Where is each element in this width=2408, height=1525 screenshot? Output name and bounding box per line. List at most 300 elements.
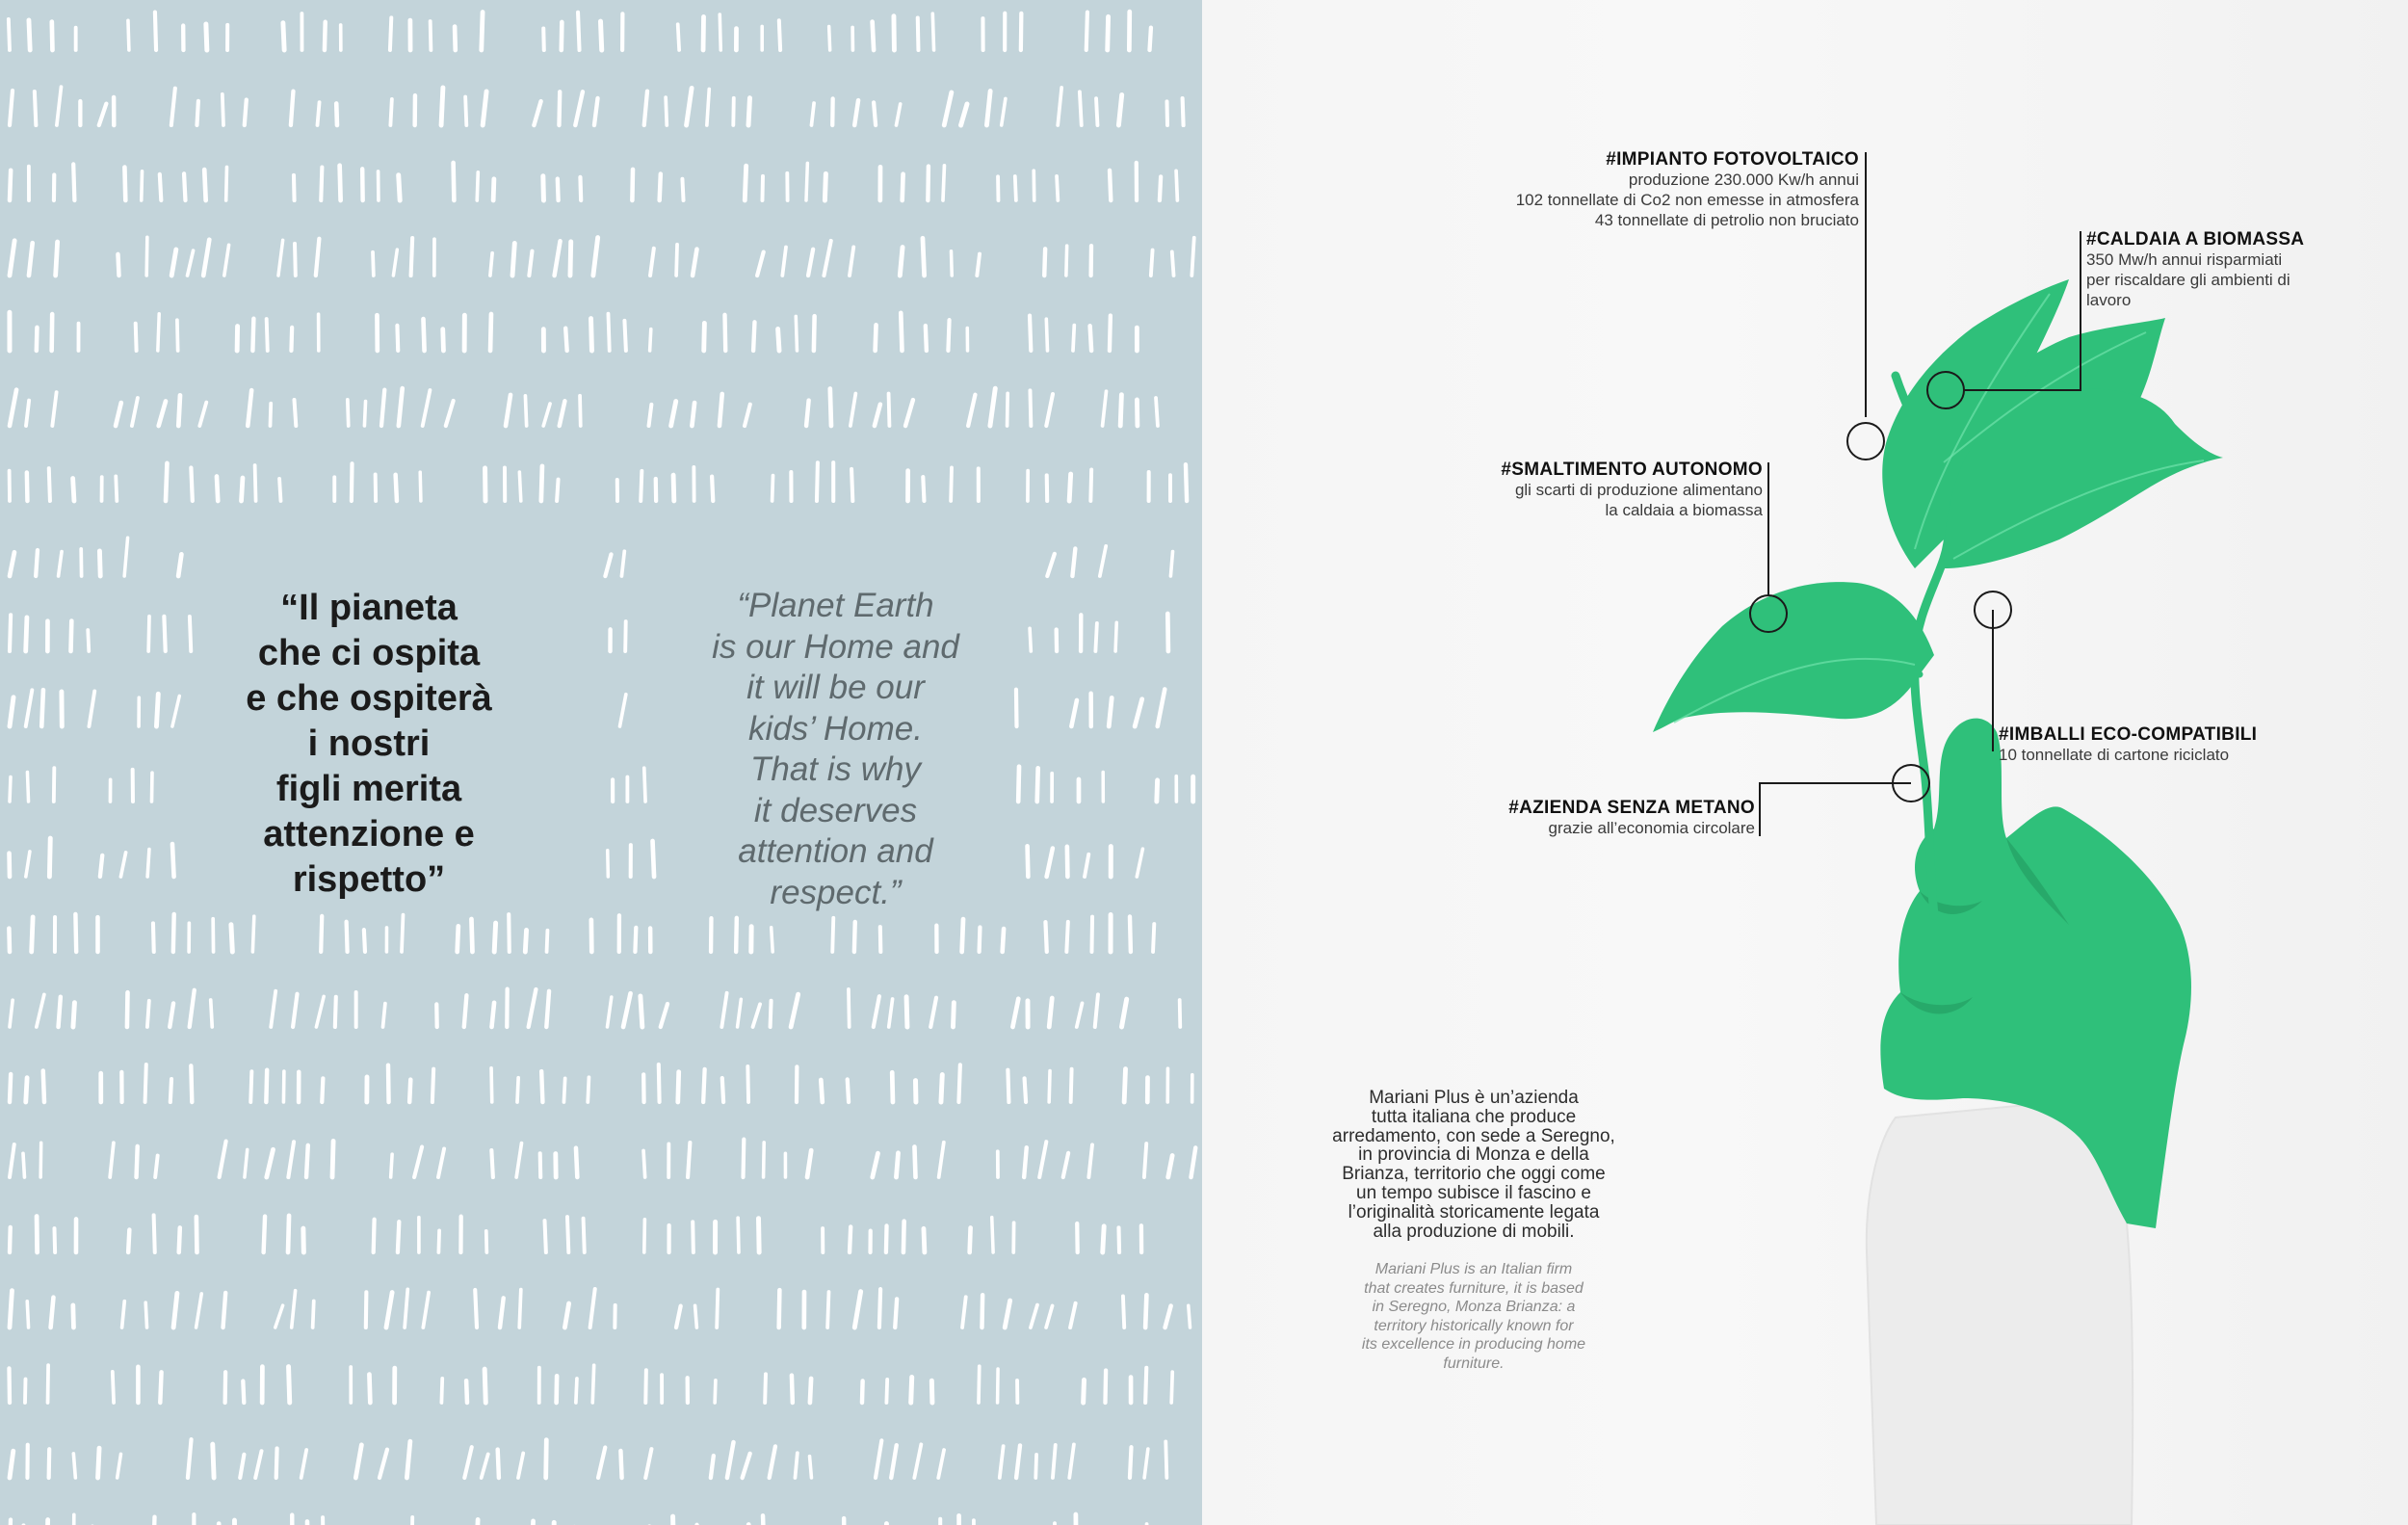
tally-mark [347,922,348,952]
tally-mark [145,1302,146,1328]
tally-mark [911,1378,912,1403]
tally-mark [124,538,127,576]
tally-mark [406,1441,409,1478]
about-italian-line: arredamento, con sede a Seregno, [1332,1125,1615,1146]
tally-mark [644,1220,645,1252]
tally-mark [593,238,598,276]
tally-mark [248,390,251,426]
tally-mark [441,88,443,125]
tally-mark [364,402,365,426]
tally-mark [10,615,11,651]
tally-mark [491,1150,493,1177]
tally-mark [432,1069,433,1102]
tally-mark [369,1375,370,1403]
tally-mark [693,250,696,276]
tally-mark [661,1004,667,1027]
tally-mark [10,552,14,576]
tally-mark [414,1147,422,1177]
tally-mark [958,1065,959,1102]
tally-mark [255,465,256,501]
tally-mark [276,1448,277,1478]
tally-mark [118,1454,121,1478]
tally-mark [291,328,292,351]
tally-mark [810,1379,811,1403]
tally-mark [1115,622,1116,651]
tally-mark [113,1372,114,1403]
tally-mark [475,1290,477,1328]
callout-line: 102 tonnellate di Co2 non emesse in atmosfera [1515,191,1859,209]
tally-mark [293,994,297,1027]
tally-mark [1088,1144,1092,1177]
tally-mark [491,1068,492,1102]
tally-mark [490,253,492,276]
tally-mark [291,92,294,125]
tally-mark [848,1079,849,1102]
tally-mark [54,1228,55,1252]
tally-mark [727,1442,734,1478]
tally-mark [591,319,592,351]
callout-title: #IMPIANTO FOTOVOLTAICO [1606,149,1859,170]
quote-italian-line: figli merita [275,769,462,809]
tally-mark [294,175,295,200]
tally-mark [10,171,11,200]
tally-mark [124,168,125,200]
tally-mark [649,405,652,426]
tally-mark [873,22,874,50]
tally-mark [136,324,137,351]
tally-mark [170,1079,171,1102]
tally-mark [57,87,62,125]
tally-mark [155,13,156,50]
quote-english-line: it deserves [753,791,918,829]
tally-mark [565,329,566,351]
tally-mark [423,1293,429,1328]
tally-mark [431,21,432,50]
tally-mark [580,396,581,426]
tally-mark [1124,1069,1125,1102]
tally-mark [223,1293,226,1328]
tally-mark [712,477,713,501]
tally-mark [745,405,750,426]
quote-italian-line: i nostri [307,723,431,764]
quote-english [665,586,1007,913]
tally-mark [1191,1147,1196,1177]
tally-mark [924,1228,925,1252]
tally-mark [380,1450,387,1478]
tally-mark [147,1001,149,1027]
tally-mark [879,1289,880,1328]
tally-mark [930,998,936,1027]
tally-mark [576,1148,577,1177]
tally-mark [807,1150,811,1177]
tally-mark [543,404,550,426]
tally-mark [1157,780,1158,802]
tally-mark [862,1381,863,1403]
tally-mark [707,89,709,125]
tally-mark [164,617,165,651]
tally-mark [438,1230,439,1252]
tally-mark [390,99,391,125]
tally-mark [943,166,944,200]
tally-mark [10,1519,11,1525]
tally-mark [687,88,693,125]
tally-mark [962,919,963,952]
tally-mark [659,1065,660,1102]
tally-mark [1005,1301,1009,1328]
tally-mark [1100,546,1106,576]
tally-mark [402,915,403,952]
tally-mark [188,250,194,276]
tally-mark [817,462,818,501]
tally-mark [374,1220,375,1252]
tally-mark [1039,1142,1046,1177]
tally-mark [10,1227,11,1252]
tally-mark [1150,28,1151,50]
tally-mark [1103,391,1107,426]
tally-mark [217,477,218,501]
tally-mark [390,17,391,50]
about-italian-line: in provincia di Monza e della [1358,1144,1589,1166]
tally-mark [1018,767,1019,802]
tally-mark [772,476,773,501]
tally-mark [381,390,384,426]
tally-mark [645,1370,646,1403]
tally-mark [1130,916,1131,952]
tally-mark [465,97,466,125]
tally-mark [313,1302,314,1328]
tally-mark [671,402,676,426]
tally-mark [153,923,154,952]
tally-mark [160,1372,161,1403]
tally-mark [1186,464,1187,501]
callout-line: gli scarti di produzione alimentano [1514,481,1763,499]
quote-english-line: it will be our [746,669,925,706]
tally-mark [1046,394,1053,426]
tally-mark [1037,768,1038,802]
tally-mark [307,1521,308,1525]
about-italian-line: tutta italiana che produce [1371,1106,1577,1127]
tally-mark [1095,623,1096,651]
tally-mark [541,466,542,501]
tally-mark [412,1517,413,1525]
tally-mark [171,89,175,125]
tally-mark [748,98,749,125]
tally-mark [178,395,180,426]
tally-mark [1110,171,1111,200]
tally-mark [962,1297,966,1328]
tally-mark [10,1291,12,1328]
tally-mark [576,1379,577,1403]
tally-mark [806,401,809,426]
tally-mark [116,476,117,501]
tally-mark [73,164,74,200]
tally-mark [939,1143,944,1177]
tally-mark [1170,552,1172,576]
tally-mark [10,241,14,276]
tally-mark [547,931,548,952]
tally-mark [619,695,625,726]
tally-mark [9,929,10,952]
tally-mark [874,996,879,1027]
tally-mark [961,104,967,125]
quote-italian-line: che ci ospita [257,633,481,673]
tally-mark [1145,1368,1146,1403]
tally-mark [918,17,919,50]
tally-mark [441,1379,442,1403]
tally-mark [1047,849,1053,877]
tally-mark [240,1455,244,1478]
tally-mark [516,1144,521,1177]
tally-mark [541,1071,542,1102]
tally-mark [906,997,907,1027]
tally-mark [52,22,53,50]
tally-mark [294,400,296,426]
tally-mark [895,1299,897,1328]
callout-line: grazie all’economia circolare [1548,819,1755,837]
tally-mark [196,101,197,125]
tally-mark [560,401,565,426]
tally-mark [153,1517,154,1525]
tally-mark [1030,628,1031,651]
callout-line: lavoro [2086,291,2132,309]
tally-mark [944,92,952,125]
tally-mark [120,853,125,877]
tally-mark [763,1515,764,1525]
tally-mark [821,1080,822,1102]
tally-mark [318,102,320,125]
quote-english-line: attention and [738,832,933,870]
tally-mark [52,314,53,351]
tally-mark [1151,250,1153,276]
tally-mark [213,1444,214,1478]
tally-mark [1108,16,1109,50]
tally-mark [332,1141,333,1177]
tally-mark [184,173,185,200]
tally-mark [160,174,161,200]
about-english-line: in Seregno, Monza Brianza: a [1372,1299,1576,1315]
about-italian-line: Brianza, territorio che oggi come [1342,1164,1606,1185]
tally-mark [532,1521,533,1525]
tally-mark [545,1221,546,1252]
tally-mark [454,163,455,200]
tally-mark [267,1149,274,1177]
tally-mark [850,1226,851,1252]
tally-mark [546,991,549,1027]
tally-mark [624,321,625,351]
tally-mark [335,997,336,1027]
tally-mark [1069,1444,1074,1478]
tally-mark [27,1302,28,1328]
tally-mark [724,315,725,351]
callout-title: #IMBALLI ECO-COMPATIBILI [1999,724,2258,745]
tally-mark [1000,1446,1004,1478]
tally-mark [715,1380,716,1403]
tally-mark [336,103,337,125]
callout-line: 350 Mw/h annui risparmiati [2086,250,2283,269]
tally-mark [397,326,398,351]
tally-mark [509,914,510,952]
tally-mark [1002,98,1006,125]
tally-mark [9,19,10,50]
tally-mark [399,175,400,200]
tally-mark [88,630,89,651]
tally-mark [810,1457,812,1478]
tally-mark [283,23,284,50]
tally-mark [222,94,223,125]
tally-mark [255,1451,261,1478]
callout-imballi [1999,724,2326,765]
tally-mark [1086,13,1087,50]
tally-mark [391,1154,392,1177]
tally-mark [10,1451,13,1478]
tally-mark [653,841,655,877]
tally-mark [155,1156,158,1177]
tally-mark [512,243,514,276]
tally-mark [396,475,397,501]
tally-mark [482,1454,488,1478]
tally-mark [850,247,853,276]
quote-italian-line: “Il pianeta [280,588,458,628]
tally-mark [682,179,683,200]
tally-mark [738,999,742,1027]
tally-mark [483,92,486,125]
tally-mark [1183,98,1184,125]
tally-mark [493,179,494,200]
tally-mark [900,248,903,276]
tally-mark [1153,924,1154,952]
tally-mark [564,1303,568,1328]
tally-mark [880,927,881,952]
tally-mark [1066,246,1067,276]
quote-english-line: “Planet Earth [737,587,934,624]
tally-mark [1069,474,1070,501]
tally-mark [584,1219,585,1252]
tally-mark [177,320,178,351]
tally-mark [570,242,571,276]
tally-mark [128,20,129,50]
tally-mark [127,992,128,1027]
tally-mark [607,997,611,1027]
tally-mark [1191,238,1193,276]
tally-mark [1063,1153,1068,1177]
tally-mark [1003,929,1004,952]
tally-mark [770,1446,775,1478]
tally-mark [1105,1370,1106,1403]
tally-mark [1090,469,1091,501]
tally-mark [645,1449,651,1478]
tally-mark [722,1078,723,1102]
tally-mark [29,20,30,50]
tally-mark [464,995,467,1027]
tally-mark [506,395,510,426]
tally-mark [931,1380,932,1403]
tally-mark [650,329,651,351]
tally-mark [932,13,933,50]
tally-mark [830,388,831,426]
tally-mark [128,1230,129,1252]
tally-mark [1016,1445,1020,1478]
tally-mark [644,768,645,802]
tally-mark [854,1292,860,1328]
tally-mark [891,1445,897,1478]
tally-mark [471,919,472,952]
tally-mark [1158,689,1165,726]
tally-mark [759,1219,760,1252]
tally-mark [191,1065,192,1102]
tally-mark [292,1291,296,1328]
tally-mark [1030,390,1031,426]
tally-mark [1012,999,1018,1027]
tally-mark [323,1517,324,1525]
tally-mark [876,325,877,351]
tally-mark [399,388,403,426]
tally-mark [876,1440,881,1478]
tally-mark [405,1289,407,1328]
tally-mark [779,1290,780,1328]
tally-mark [824,173,825,200]
tally-mark [100,855,102,877]
tally-mark [660,174,661,200]
tally-mark [745,166,746,200]
tally-mark [1049,998,1052,1027]
tally-mark [1135,699,1141,726]
callout-title: #CALDAIA A BIOMASSA [2086,229,2305,250]
tally-mark [301,1450,306,1478]
tally-mark [158,314,159,351]
tally-mark [854,100,858,125]
tally-mark [348,400,349,426]
tally-mark [383,1004,385,1027]
tally-mark [764,1143,765,1177]
tally-mark [271,991,275,1027]
about-english-line: that creates furniture, it is based [1364,1279,1584,1297]
tally-mark [132,398,138,426]
tally-mark [9,1368,10,1403]
about-italian-line: Mariani Plus è un’azienda [1369,1088,1579,1108]
tally-mark [1168,1155,1172,1177]
tally-mark [245,99,247,125]
tally-mark [211,1000,213,1027]
tally-mark [159,401,166,426]
tally-mark [1091,917,1092,952]
tally-mark [154,1215,155,1252]
tally-mark [49,838,50,877]
about-italian-line: un tempo subisce il fascino e [1356,1182,1591,1203]
tally-mark [423,390,431,426]
left-page [0,0,1202,1525]
tally-mark [721,993,726,1027]
tally-mark [620,1451,621,1478]
tally-mark [148,617,149,651]
tally-mark [1015,176,1016,200]
tally-mark [644,92,647,125]
tally-mark [1077,1003,1083,1027]
tally-mark [26,1078,27,1102]
callout-fotovoltaico [1368,149,1859,230]
tally-mark [1053,1445,1056,1478]
tally-mark [1118,1227,1119,1252]
tally-mark [322,1078,323,1102]
tally-mark [1130,1447,1132,1478]
tally-mark [1046,319,1047,351]
tally-mark [231,925,232,952]
about-english-line: furniture. [1443,1354,1505,1372]
callout-line: produzione 230.000 Kw/h annui [1628,171,1859,189]
tally-mark [37,994,44,1027]
tally-mark [986,91,990,125]
tally-mark [116,403,121,426]
tally-mark [832,918,833,952]
